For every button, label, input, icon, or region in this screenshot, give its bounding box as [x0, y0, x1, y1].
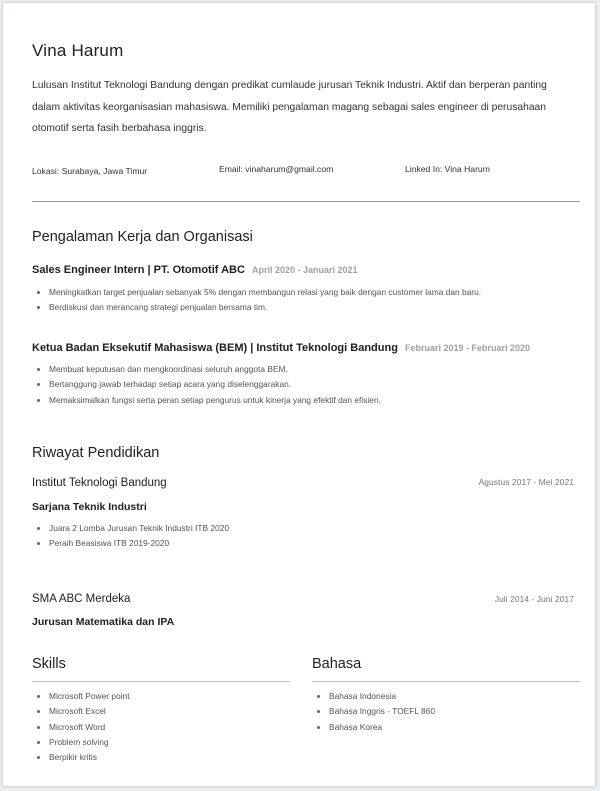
list-item [312, 689, 435, 704]
bullet-dot-icon [37, 368, 40, 371]
job-title [32, 264, 358, 276]
language-text: Bahasa Indonesia [329, 691, 397, 701]
languages-list [312, 689, 435, 735]
job-bullet-list [32, 285, 481, 316]
list-item [32, 704, 130, 719]
bullet-text: Membuat keputusan dan mengkoordinasi seluruh anggota BEM. [49, 364, 288, 374]
bullet-dot-icon [37, 695, 40, 698]
education-date: Agustus 2017 - Mei 2021 [478, 477, 574, 487]
bullet-text: Memaksimalkan fungsi serta peran setiap pengurus untuk kinerja yang efektif dan efisien. [49, 394, 381, 405]
job-title [32, 342, 530, 354]
list-item [312, 720, 435, 735]
education-degree: Jurusan Matematika dan IPA [32, 616, 175, 628]
list-item [32, 689, 130, 704]
bullet-text: Meningkatkan target penjualan sebanyak 5% dengan membangun relasi yang baik dengan customer lama dan baru. [49, 287, 482, 297]
contact-email: Email: vinaharum@gmail.com [219, 164, 334, 174]
job-bullet-list [32, 362, 381, 408]
contact-linkedin: Linked In: Vina Harum [405, 164, 490, 174]
bullet-dot-icon [37, 741, 40, 744]
bullet-text: Bertanggung jawab terhadap setiap acara yang diselenggarakan. [49, 379, 292, 390]
language-text: Bahasa Inggris - TOEFL 860 [329, 706, 435, 717]
bullet-dot-icon [37, 306, 40, 309]
list-item [32, 300, 481, 315]
bullet-dot-icon [37, 399, 40, 402]
job-date: April 2020 - Januari 2021 [251, 265, 358, 275]
language-text: Bahasa Korea [329, 721, 383, 732]
job-role: Ketua Badan Eksekutif Mahasiswa (BEM) | Institut Teknologi Bandung [32, 342, 398, 354]
list-item [312, 704, 435, 719]
job-date: Februari 2019 - Februari 2020 [404, 343, 531, 353]
bullet-dot-icon [317, 726, 320, 729]
bullet-dot-icon [37, 383, 40, 386]
education-section-title: Riwayat Pendidikan [32, 445, 160, 461]
education-degree: Sarjana Teknik Industri [32, 501, 147, 513]
bullet-dot-icon [317, 695, 320, 698]
bullet-dot-icon [37, 756, 40, 759]
skill-text: Microsoft Word [49, 721, 106, 732]
skill-text: Microsoft Excel [49, 706, 106, 717]
bullet-text: Juara 2 Lomba Jurusan Teknik Industri ITB 2020 [49, 523, 230, 533]
skills-divider [32, 681, 290, 682]
skill-text: Berpikir kritis [49, 752, 97, 763]
list-item [32, 393, 381, 408]
skill-text: Problem solving [49, 736, 109, 747]
resume-page [3, 3, 595, 786]
education-date: Juli 2014 - Juni 2017 [494, 594, 574, 604]
job-role: Sales Engineer Intern | PT. Otomotif ABC [32, 264, 245, 276]
skills-list [32, 689, 130, 765]
bullet-dot-icon [37, 710, 40, 713]
list-item [32, 536, 229, 551]
candidate-name: Vina Harum [32, 41, 124, 60]
list-item [32, 750, 130, 765]
list-item [32, 720, 130, 735]
education-bullet-list [32, 521, 229, 552]
profile-summary: Lulusan Institut Teknologi Bandung dengan predikat cumlaude jurusan Teknik Industri. Aktif dan berperan panting dalam aktivitas keorganisasian mahasiswa. Memiliki pengalaman magang sebagai sales engineer di perusahaan otomotif serta fasih berbahasa inggris. [32, 80, 547, 134]
bullet-text: Berdiskusi dan merancang strategi penjualan bersama tim. [49, 302, 268, 313]
list-item [32, 285, 481, 300]
list-item [32, 362, 381, 377]
list-item [32, 521, 229, 536]
languages-section-title: Bahasa [312, 656, 362, 672]
education-school: Institut Teknologi Bandung [32, 477, 167, 489]
bullet-dot-icon [37, 291, 40, 294]
experience-section-title: Pengalaman Kerja dan Organisasi [32, 229, 253, 245]
header-divider [32, 201, 580, 202]
education-school: SMA ABC Merdeka [32, 593, 131, 605]
bullet-text: Peraih Beasiswa ITB 2019-2020 [49, 538, 170, 549]
bullet-dot-icon [37, 726, 40, 729]
bullet-dot-icon [317, 710, 320, 713]
bullet-dot-icon [37, 542, 40, 545]
bullet-dot-icon [37, 527, 40, 530]
languages-divider [312, 681, 580, 682]
skill-text: Microsoft Power point [49, 691, 130, 701]
list-item [32, 377, 381, 392]
skills-section-title: Skills [32, 656, 66, 672]
list-item [32, 735, 130, 750]
contact-location: Lokasi: Surabaya, Jawa Timur [32, 166, 148, 176]
